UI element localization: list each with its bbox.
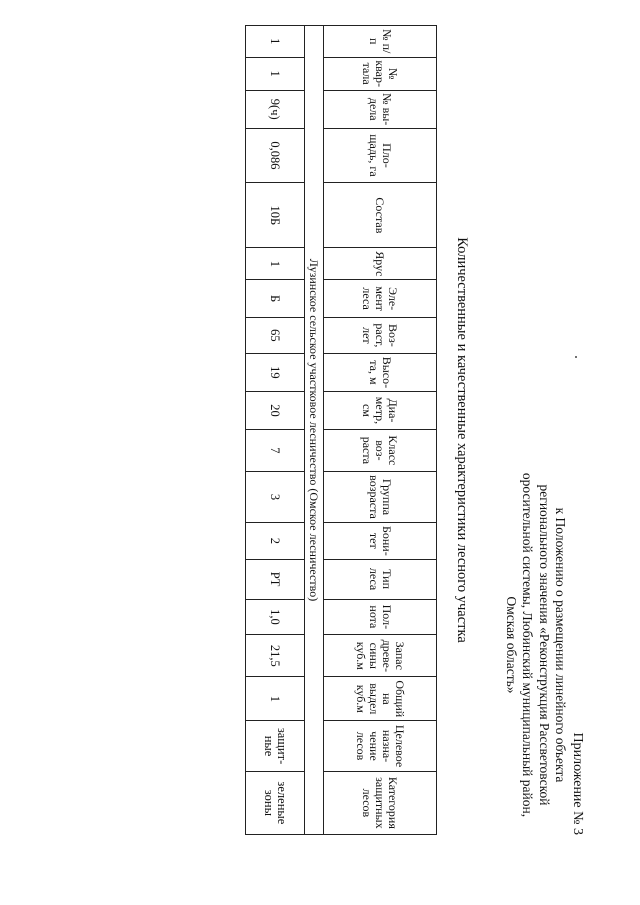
table-cell: 10Б [246,183,305,248]
forestry-region: Лузинское сельское участковое лесничество (Омское лесничество) [305,26,324,835]
table-cell: 1 [246,248,305,280]
appendix-line: Омская область» [504,596,519,694]
column-header: Состав [324,183,437,248]
column-header: Бони-тет [324,523,437,560]
appendix-line: оросительной системы, Любинский муниципальный район, [520,472,536,818]
document-title: Количественные и качественные характеристики лесного участка [454,237,470,643]
table-cell: 65 [246,318,305,354]
table-cell: защит-ные [246,721,305,771]
column-header: № п/п [324,26,437,58]
column-header: Пол-нота [324,599,437,635]
table-cell: 20 [246,392,305,430]
column-header: № вы-дела [324,90,437,128]
table-cell: 3 [246,471,305,522]
appendix-header [503,455,586,835]
column-header: Категория защитных лесов [324,771,437,834]
column-header: Целевое назна-чение лесов [324,721,437,771]
column-header: Группа возраста [324,471,437,522]
table-cell: 1 [246,26,305,58]
table-cell: 1 [246,57,305,90]
column-header: Запас древе-сины куб.м [324,635,437,677]
scan-speck [575,356,577,358]
column-header: Эле-мент леса [324,280,437,318]
table-cell: 2 [246,523,305,560]
column-header: Общий на выдел куб.м [324,677,437,721]
column-header: Воз-раст, лет [324,318,437,354]
column-header: Диа-метр, см [324,392,437,430]
column-header: Тип леса [324,559,437,599]
table-cell: 21,5 [246,635,305,677]
table-cell: Б [246,280,305,318]
table-row [246,26,305,835]
forest-characteristics-table [245,25,437,835]
table-cell: 1 [246,677,305,721]
rotated-page [30,25,590,855]
column-header: Класс воз-раста [324,429,437,471]
appendix-line: регионального значения «Реконструкция Рассветовской [537,484,552,806]
column-header: Пло-щадь, га [324,128,437,183]
table-cell: 9(ч) [246,90,305,128]
table-cell: РТ [246,559,305,599]
appendix-line: к Положению о размещении линейного объекта [553,507,569,783]
table-cell: 0,086 [246,128,305,183]
column-header: Высо-та, м [324,353,437,391]
table-cell: 1,0 [246,599,305,635]
appendix-number: Приложение № 3 [570,732,585,835]
column-header: Ярус [324,248,437,280]
table-header-row [324,26,437,835]
table-cell: зеленые зоны [246,771,305,834]
region-row [305,26,324,835]
column-header: № квар-тала [324,57,437,90]
table-cell: 19 [246,353,305,391]
table-cell: 7 [246,429,305,471]
